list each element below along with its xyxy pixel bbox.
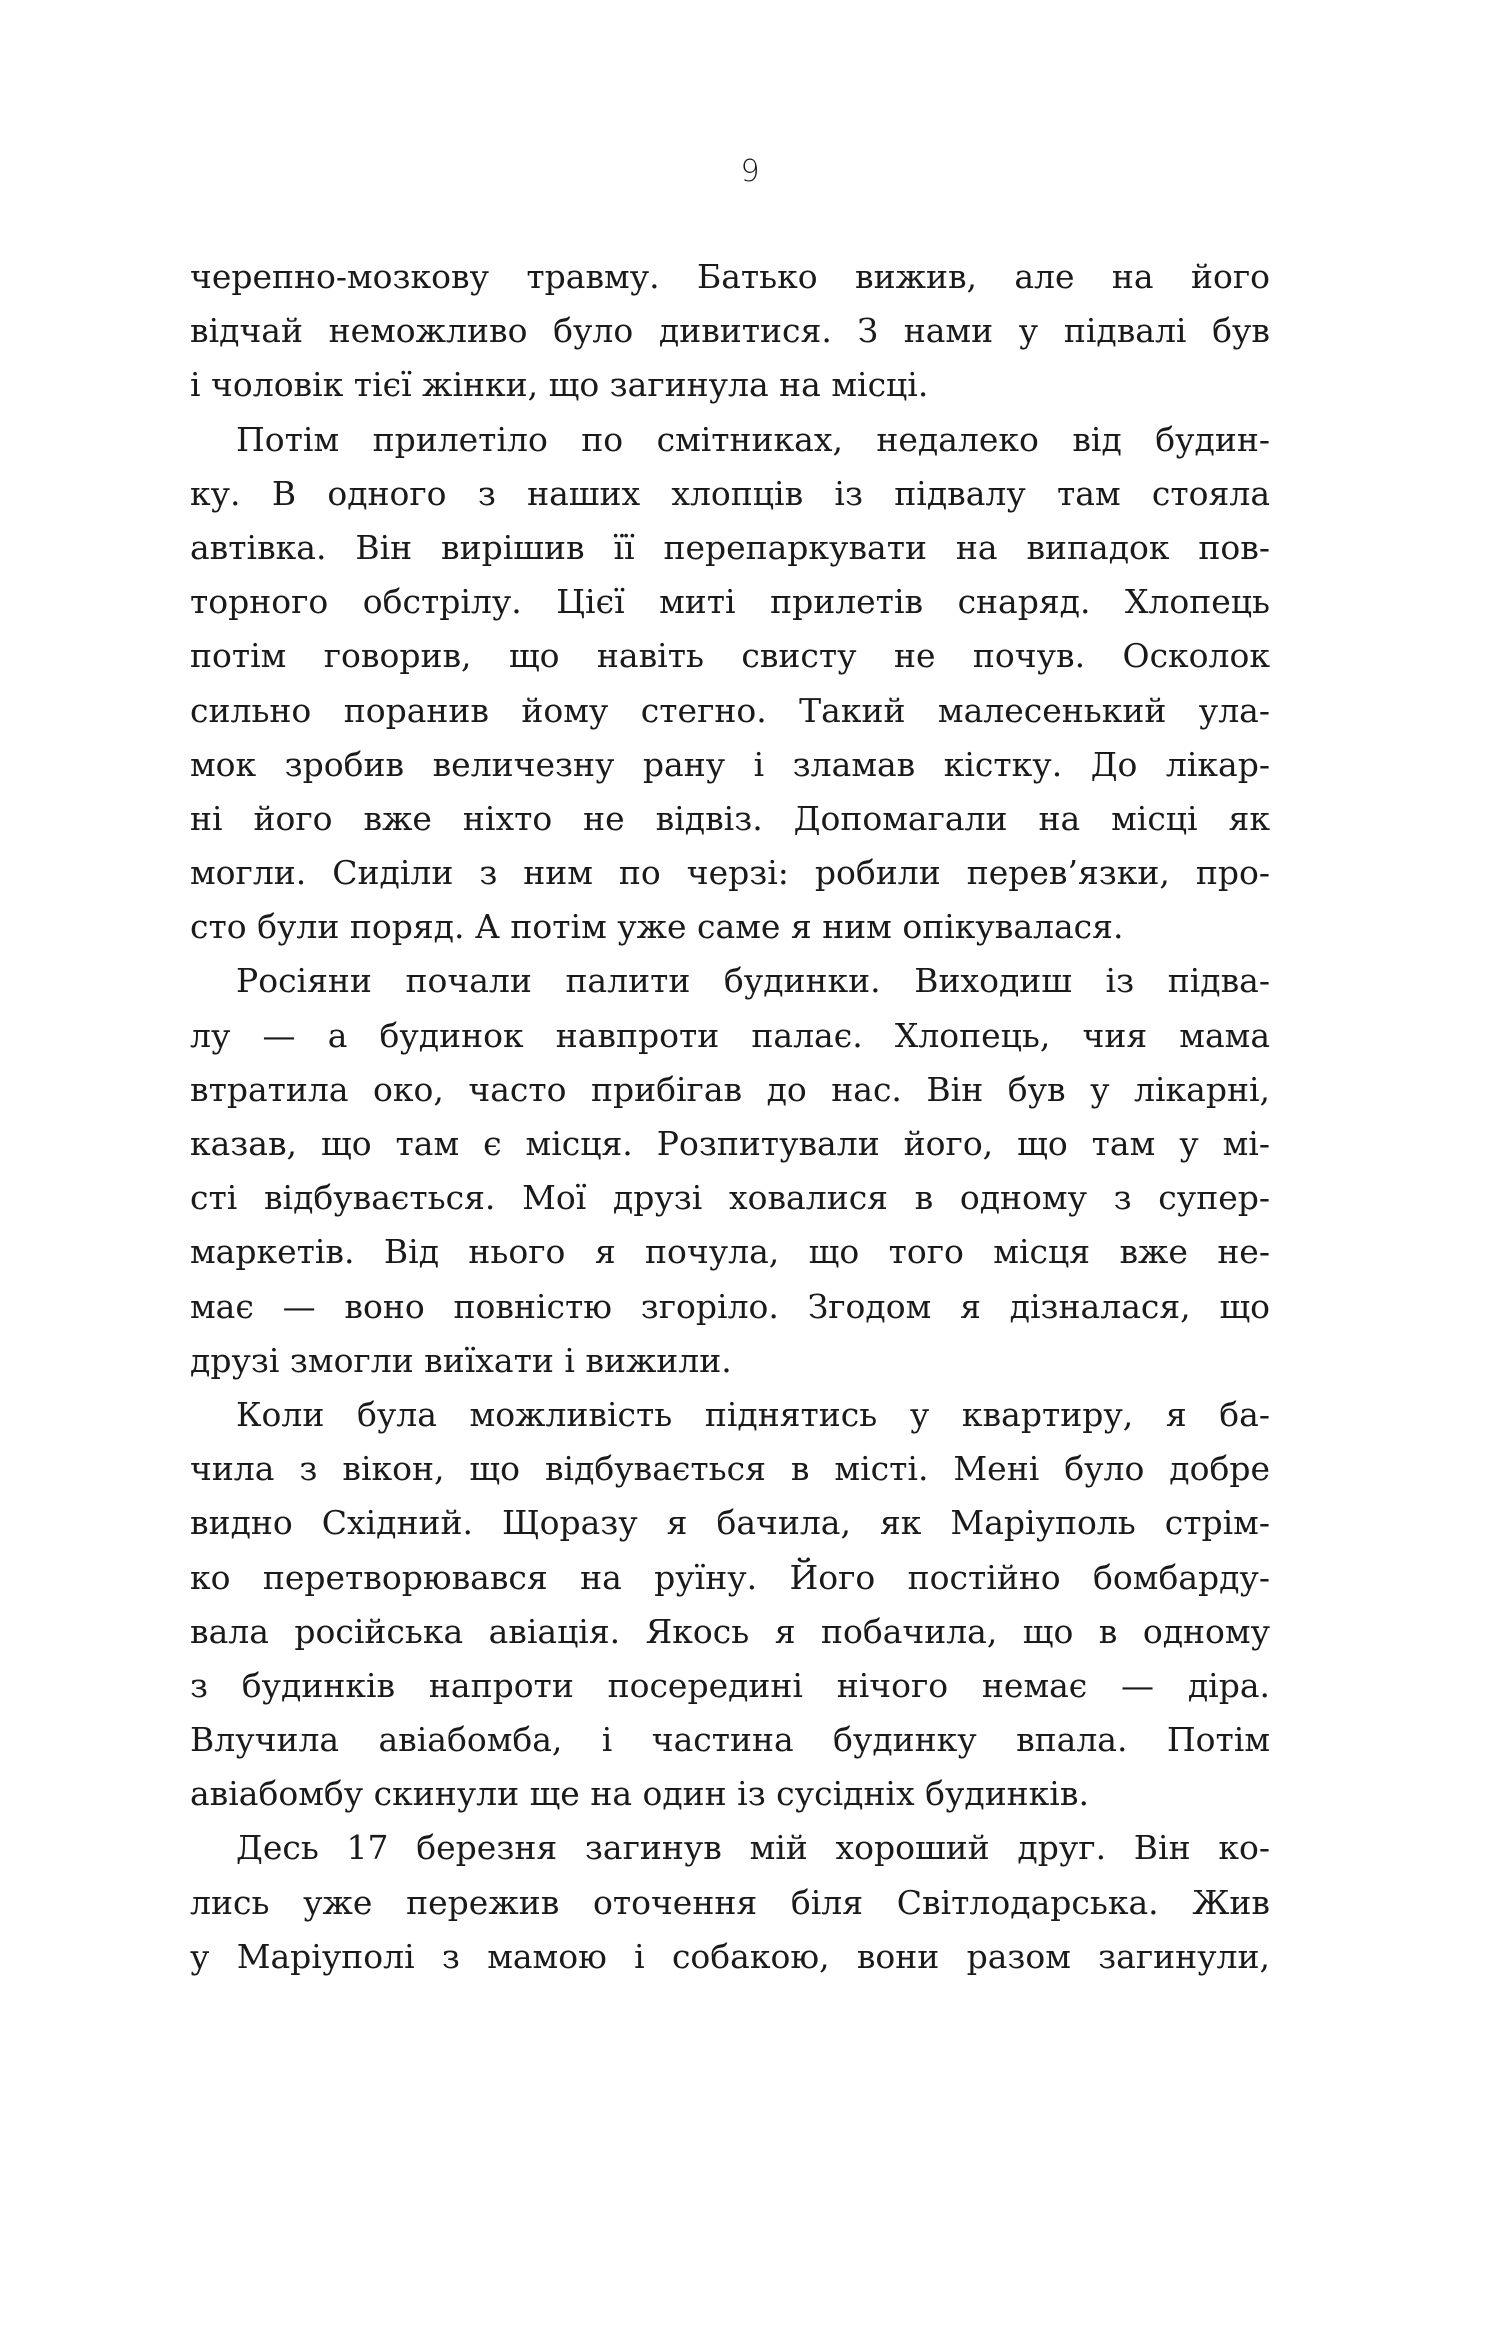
text-line: Влучила авіабомба, і частина будинку впала. Потім <box>190 1720 1270 1760</box>
text-line: мок зробив величезну рану і зламав кістку. До лікар- <box>190 744 1270 784</box>
text-line: сті відбувається. Мої друзі ховалися в одному з супер- <box>190 1178 1270 1218</box>
text-line: має — воно повністю згоріло. Згодом я дізналася, що <box>190 1286 1270 1326</box>
text-line: ку. В одного з наших хлопців із підвалу там стояла <box>190 473 1270 513</box>
text-line: Потім прилетіло по смітниках, недалеко від будин- <box>236 419 1270 459</box>
text-line: казав, що там є місця. Розпитували його, що там у мі- <box>190 1124 1270 1163</box>
text-line: сто були поряд. А потім уже саме я ним опікувалася. <box>190 907 1124 947</box>
text-line: з будинків напроти посередині нічого немає — діра. <box>190 1665 1270 1705</box>
text-line: черепно-мозкову травму. Батько вижив, але на його <box>190 257 1270 296</box>
text-line: видно Східний. Щоразу я бачила, як Маріуполь стрім- <box>190 1503 1270 1543</box>
text-line: могли. Сиділи з ним по черзі: робили перев’язки, про- <box>190 853 1270 893</box>
text-line: потім говорив, що навіть свисту не почув. Осколок <box>190 636 1270 676</box>
text-line: ні його вже ніхто не відвіз. Допомагали на місці як <box>190 798 1270 838</box>
text-line: Росіяни почали палити будинки. Виходиш із підва- <box>236 961 1270 1001</box>
body-text <box>190 250 1270 1984</box>
text-line: маркетів. Від нього я почула, що того місця вже не- <box>190 1232 1270 1272</box>
text-line: Коли була можливість піднятись у квартиру, я ба- <box>236 1394 1270 1434</box>
page-number: 9 <box>740 154 760 189</box>
text-line: авіабомбу скинули ще на один із сусідніх будинків. <box>190 1774 1089 1814</box>
text-line: ко перетворювався на руїну. Його постійно бомбарду- <box>190 1557 1270 1597</box>
text-line: автівка. Він вирішив її перепаркувати на випадок пов- <box>190 527 1270 567</box>
text-line: друзі змогли виїхати і вижили. <box>190 1340 732 1380</box>
text-line: у Маріуполі з мамою і собакою, вони разом загинули, <box>190 1936 1270 1976</box>
text-line: лу — а будинок навпроти палає. Хлопець, чия мама <box>190 1015 1270 1055</box>
text-line: вала російська авіація. Якось я побачила, що в одному <box>190 1611 1270 1651</box>
text-line: і чоловік тієї жінки, що загинула на місці. <box>190 365 929 405</box>
text-line: втратила око, часто прибігав до нас. Він був у лікарні, <box>190 1069 1270 1109</box>
text-line: чила з вікон, що відбувається в місті. Мені було добре <box>190 1449 1270 1489</box>
text-line: сильно поранив йому стегно. Такий малесенький ула- <box>190 690 1270 730</box>
text-line: лись уже пережив оточення біля Світлодарська. Жив <box>190 1882 1270 1922</box>
text-line: Десь 17 березня загинув мій хороший друг. Він ко- <box>236 1828 1270 1868</box>
text-line: торного обстрілу. Цієї миті прилетів снаряд. Хлопець <box>190 582 1270 622</box>
text-line: відчай неможливо було дивитися. З нами у підвалі був <box>190 311 1270 351</box>
